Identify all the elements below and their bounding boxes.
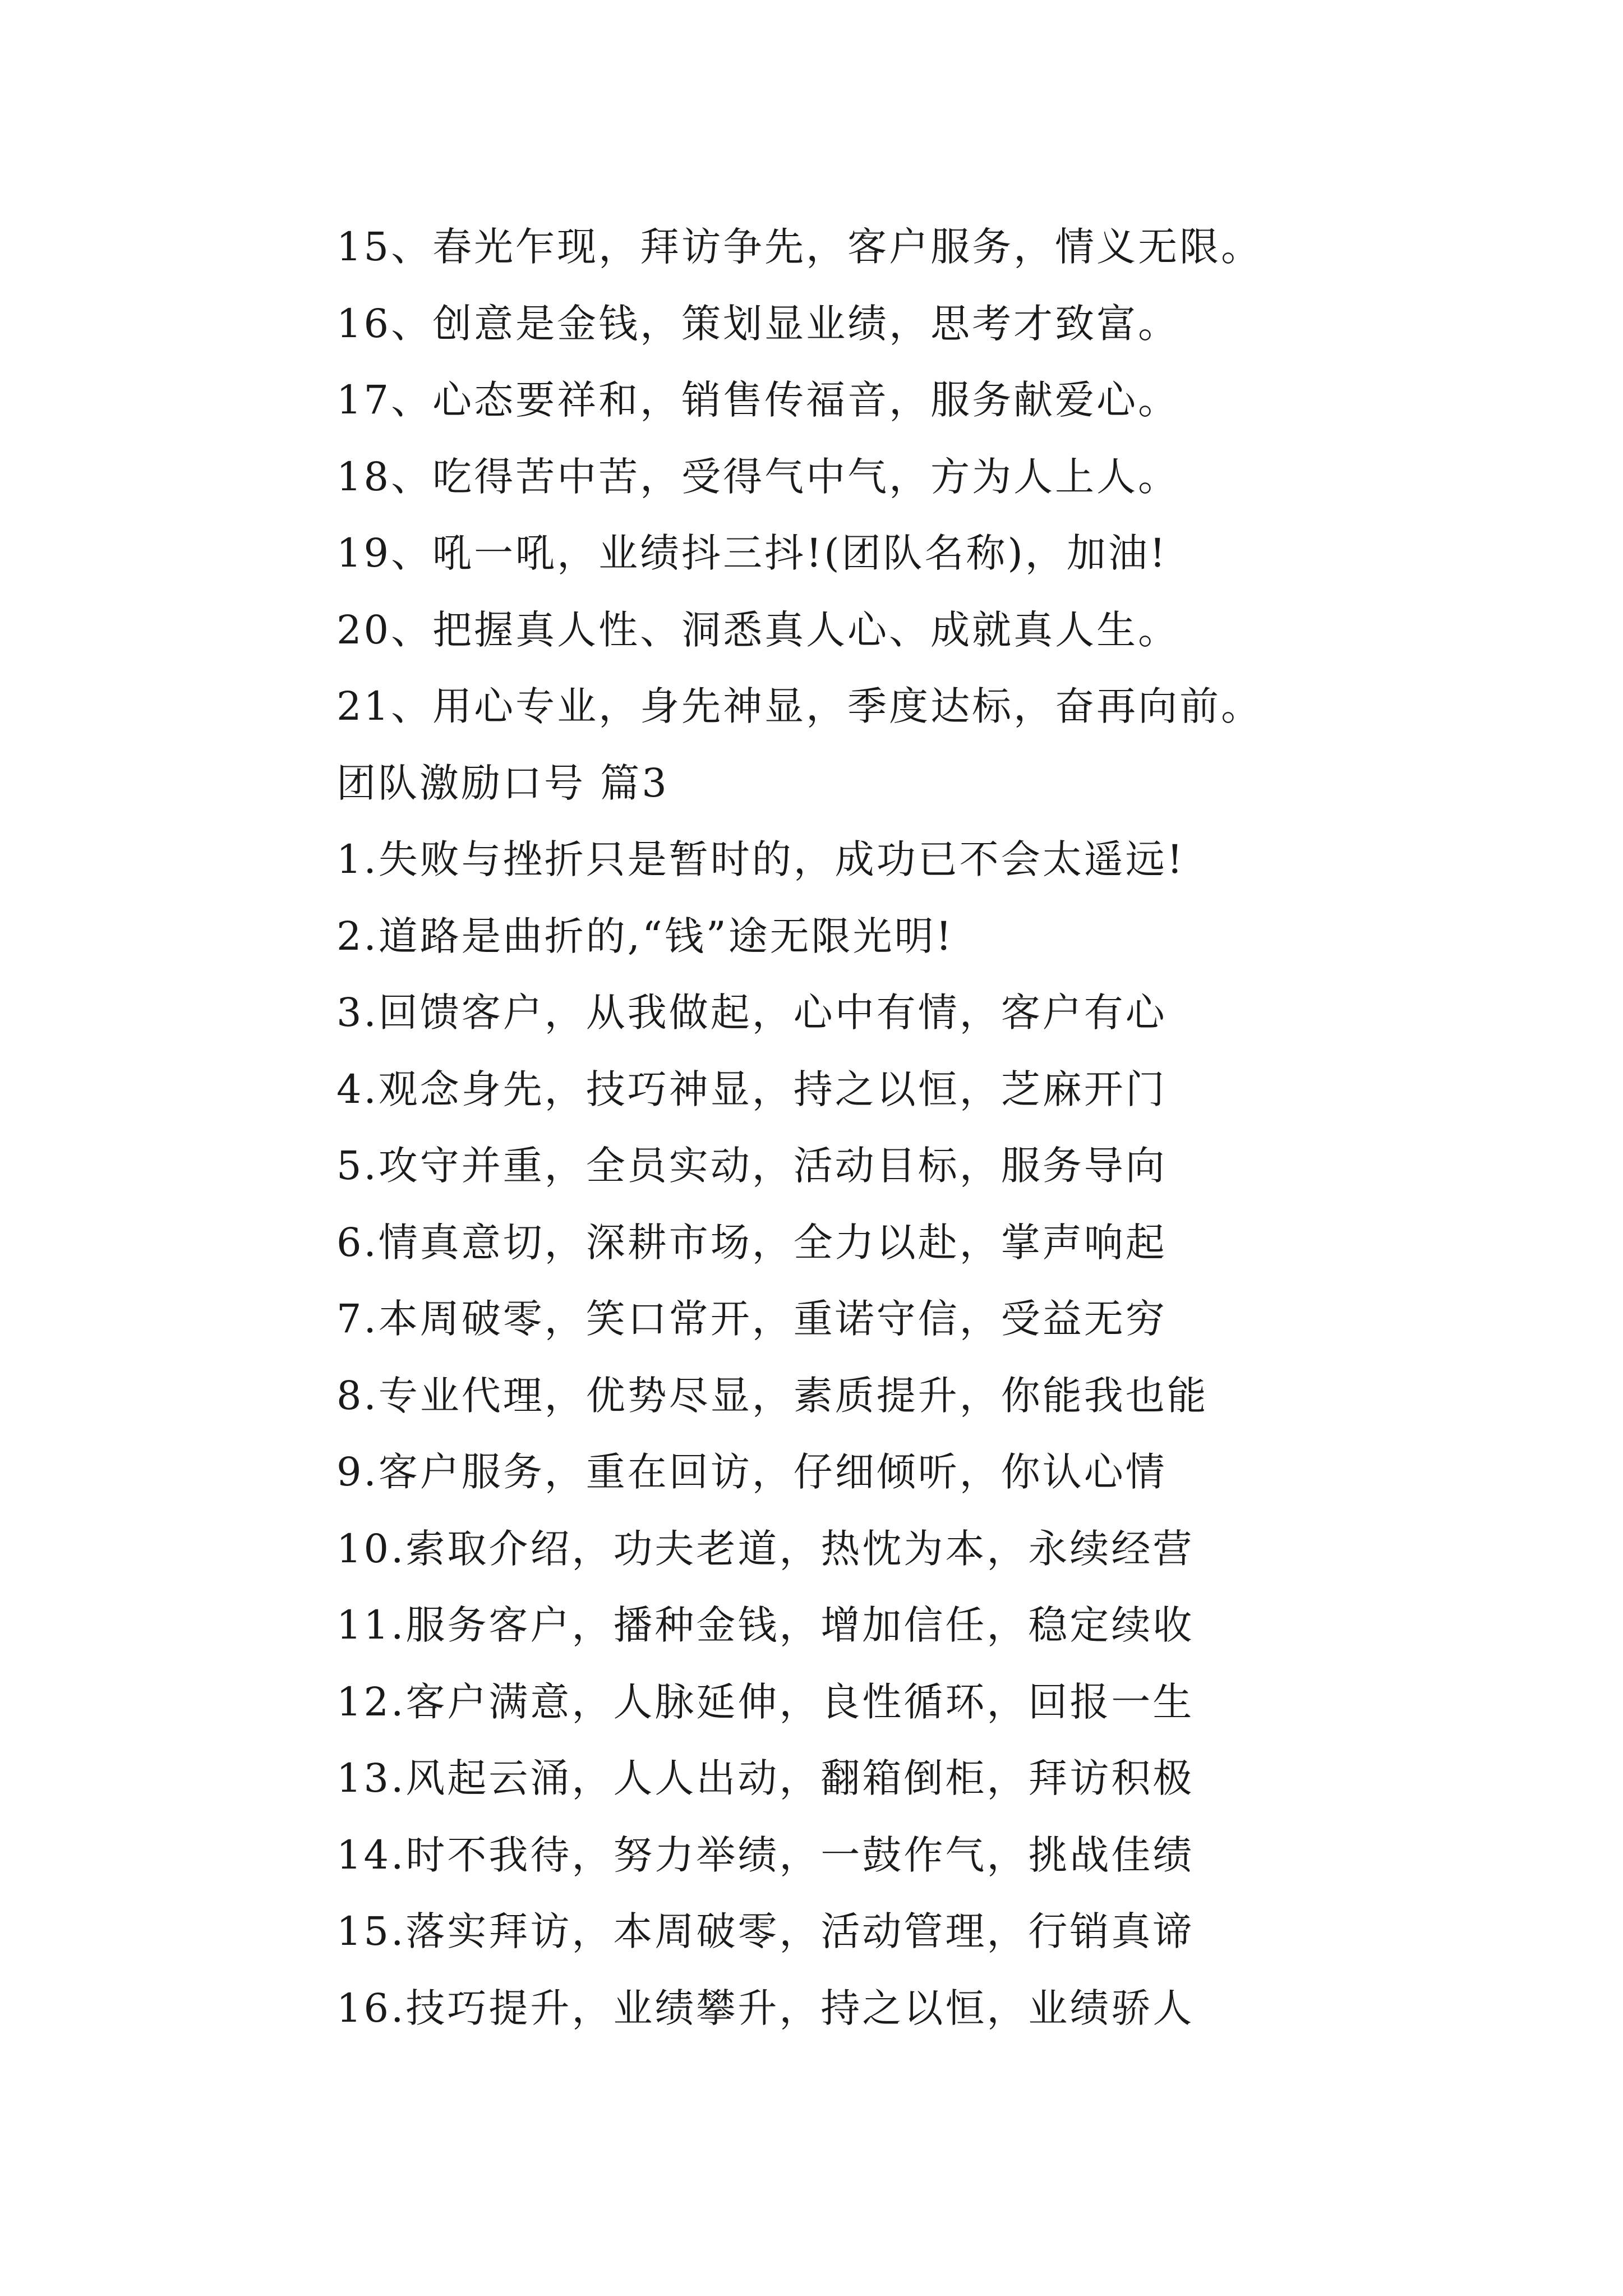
slogan-line: 7.本周破零，笑口常开，重诺守信，受益无穷 — [336, 1296, 1167, 1342]
slogan-line: 20、把握真人性、洞悉真人心、成就真人生。 — [336, 606, 1180, 653]
slogan-line: 10.索取介绍，功夫老道，热忱为本，永续经营 — [336, 1525, 1195, 1572]
slogan-line: 17、心态要祥和，销售传福音，服务献爱心。 — [336, 377, 1180, 423]
section-heading: 团队激励口号 篇3 — [336, 760, 669, 806]
slogan-line: 5.攻守并重，全员实动，活动目标，服务导向 — [336, 1143, 1167, 1189]
slogan-line: 4.观念身先，技巧神显，持之以恒，芝麻开门 — [336, 1066, 1167, 1112]
slogan-line: 16、创意是金钱，策划显业绩，思考才致富。 — [336, 300, 1180, 347]
document-body — [336, 209, 1570, 2046]
slogan-line: 15.落实拜访，本周破零，活动管理，行销真谛 — [336, 1908, 1195, 1954]
slogan-line: 3.回馈客户，从我做起，心中有情，客户有心 — [336, 990, 1167, 1036]
slogan-line: 1.失败与挫折只是暂时的，成功已不会太遥远! — [336, 836, 1185, 882]
slogan-line: 6.情真意切，深耕市场，全力以赴，掌声响起 — [336, 1219, 1167, 1266]
slogan-line: 11.服务客户，播种金钱，增加信任，稳定续收 — [336, 1602, 1195, 1648]
slogan-line: 16.技巧提升，业绩攀升，持之以恒，业绩骄人 — [336, 1985, 1195, 2031]
slogan-line: 8.专业代理，优势尽显，素质提升，你能我也能 — [336, 1372, 1209, 1419]
slogan-line: 13.风起云涌，人人出动，翻箱倒柜，拜访积极 — [336, 1755, 1195, 1801]
slogan-line: 21、用心专业，身先神显，季度达标，奋再向前。 — [336, 683, 1263, 729]
slogan-line: 19、吼一吼，业绩抖三抖!(团队名称)，加油! — [336, 530, 1168, 576]
slogan-line: 14.时不我待，努力举绩，一鼓作气，挑战佳绩 — [336, 1832, 1195, 1878]
slogan-line: 12.客户满意，人脉延伸，良性循环，回报一生 — [336, 1678, 1195, 1725]
slogan-line: 2.道路是曲折的,“钱”途无限光明! — [336, 913, 954, 959]
slogan-line: 15、春光乍现，拜访争先，客户服务，情义无限。 — [336, 224, 1263, 270]
slogan-line: 18、吃得苦中苦，受得气中气，方为人上人。 — [336, 453, 1180, 500]
slogan-line: 9.客户服务，重在回访，仔细倾听，你认心情 — [336, 1449, 1167, 1495]
